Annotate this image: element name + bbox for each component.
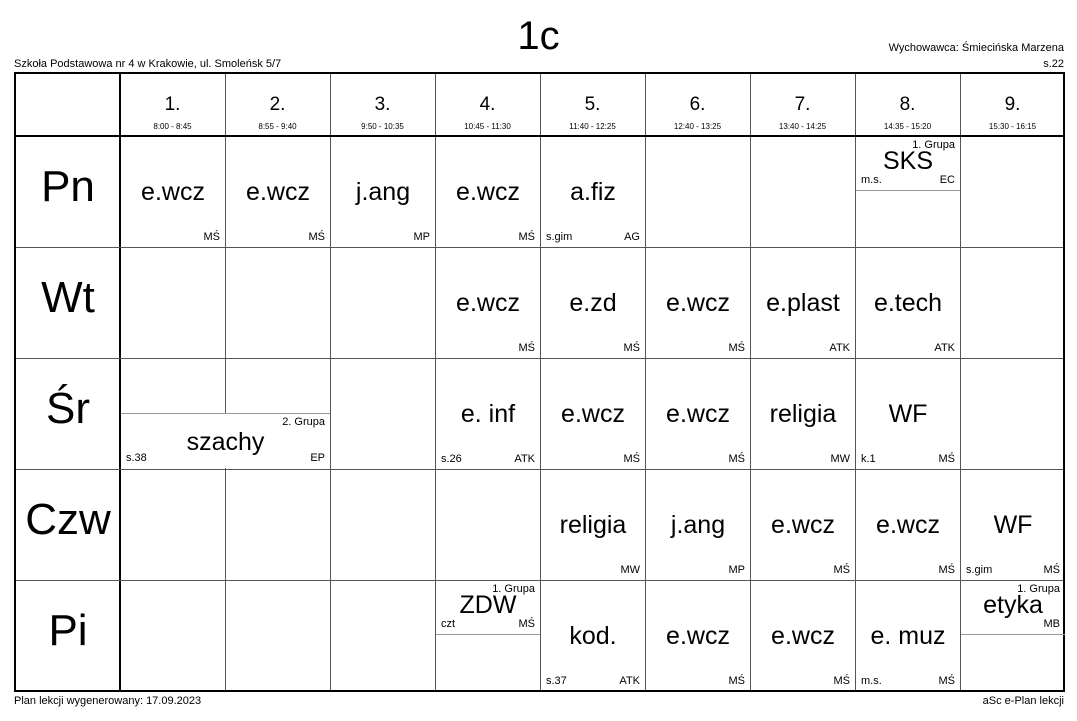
lesson-teacher: MŚ xyxy=(728,675,745,687)
lesson-room: s.26 xyxy=(441,453,462,465)
period-header xyxy=(645,74,750,136)
period-time: 15:30 - 16:15 xyxy=(988,122,1037,131)
lesson-cell[interactable] xyxy=(961,581,1065,635)
lesson-teacher: MŚ xyxy=(623,453,640,465)
lesson-group: 2. Grupa xyxy=(282,416,325,428)
lesson-teacher: MŚ xyxy=(518,231,535,243)
lesson-teacher: ATK xyxy=(514,453,535,465)
lesson-subject: ZDW xyxy=(459,591,517,619)
period-number: 5. xyxy=(584,94,601,115)
lesson-cell[interactable] xyxy=(121,413,330,468)
period-header xyxy=(225,74,330,136)
lesson-cell[interactable] xyxy=(751,359,855,469)
lesson-cell[interactable] xyxy=(856,470,960,580)
lesson-teacher: MP xyxy=(413,231,430,243)
lesson-teacher: MW xyxy=(830,453,850,465)
lesson-subject: szachy xyxy=(186,428,265,456)
lesson-room: k.1 xyxy=(861,453,876,465)
lesson-subject: e.wcz xyxy=(666,622,730,650)
lesson-teacher: MŚ xyxy=(938,564,955,576)
period-number: 7. xyxy=(794,94,811,115)
day-label: Czw xyxy=(25,495,111,544)
period-time: 8:00 - 8:45 xyxy=(153,122,192,131)
lesson-subject: WF xyxy=(993,511,1033,539)
lesson-teacher: MŚ xyxy=(518,342,535,354)
lesson-subject: e.wcz xyxy=(456,178,520,206)
lesson-teacher: MŚ xyxy=(728,453,745,465)
lesson-room: m.s. xyxy=(861,174,882,186)
lesson-cell[interactable] xyxy=(646,470,750,580)
lesson-cell[interactable] xyxy=(436,137,540,247)
lesson-subject: e.wcz xyxy=(456,289,520,317)
lesson-cell[interactable] xyxy=(331,137,435,247)
period-time: 13:40 - 14:25 xyxy=(778,122,827,131)
lesson-subject: e. inf xyxy=(460,400,516,428)
timetable-grid xyxy=(14,72,1065,692)
lesson-teacher: MŚ xyxy=(203,231,220,243)
lesson-subject: religia xyxy=(559,511,627,539)
day-label: Pi xyxy=(48,606,88,655)
lesson-group: 1. Grupa xyxy=(492,583,535,595)
lesson-cell[interactable] xyxy=(646,248,750,358)
lesson-cell[interactable] xyxy=(751,248,855,358)
lesson-cell[interactable] xyxy=(541,470,645,580)
lesson-teacher: ATK xyxy=(829,342,850,354)
lesson-cell[interactable] xyxy=(856,581,960,691)
lesson-subject: e.zd xyxy=(569,289,617,317)
lesson-room: s.37 xyxy=(546,675,567,687)
lesson-room: s.gim xyxy=(546,231,573,243)
lesson-cell[interactable] xyxy=(751,470,855,580)
lesson-room: s.38 xyxy=(126,452,147,464)
lesson-subject: j.ang xyxy=(355,178,411,206)
lesson-subject: e.wcz xyxy=(666,289,730,317)
period-time: 9:50 - 10:35 xyxy=(361,122,404,131)
lesson-subject: religia xyxy=(769,400,837,428)
lesson-teacher: MW xyxy=(620,564,640,576)
lesson-cell[interactable] xyxy=(856,137,960,191)
lesson-cell[interactable] xyxy=(646,581,750,691)
lesson-subject: e.wcz xyxy=(246,178,310,206)
lesson-subject: e.tech xyxy=(873,289,943,317)
lesson-group: 1. Grupa xyxy=(912,139,955,151)
lesson-cell[interactable] xyxy=(751,581,855,691)
lesson-teacher: MŚ xyxy=(728,342,745,354)
period-header xyxy=(855,74,960,136)
lesson-subject: kod. xyxy=(569,622,617,650)
lesson-cell[interactable] xyxy=(226,137,330,247)
class-room: s.22 xyxy=(1043,58,1064,70)
lesson-room: s.gim xyxy=(966,564,993,576)
lesson-subject: a.fiz xyxy=(570,178,616,206)
period-number: 6. xyxy=(689,94,706,115)
period-time: 12:40 - 13:25 xyxy=(673,122,722,131)
lesson-teacher: ATK xyxy=(619,675,640,687)
lesson-cell[interactable] xyxy=(541,581,645,691)
lesson-subject: e.wcz xyxy=(771,511,835,539)
lesson-teacher: MŚ xyxy=(518,618,535,630)
lesson-subject: e. muz xyxy=(870,622,946,650)
period-header xyxy=(960,74,1065,136)
period-number: 4. xyxy=(479,94,496,115)
lesson-subject: SKS xyxy=(882,147,934,175)
lesson-cell[interactable] xyxy=(856,248,960,358)
period-time: 8:55 - 9:40 xyxy=(258,122,297,131)
lesson-teacher: MŚ xyxy=(308,231,325,243)
lesson-cell[interactable] xyxy=(541,359,645,469)
lesson-teacher: EC xyxy=(939,174,955,186)
lesson-teacher: MŚ xyxy=(833,564,850,576)
lesson-teacher: MŚ xyxy=(938,453,955,465)
lesson-group: 1. Grupa xyxy=(1017,583,1060,595)
lesson-subject: e.wcz xyxy=(141,178,205,206)
lesson-teacher: MB xyxy=(1043,618,1060,630)
lesson-cell[interactable] xyxy=(121,137,225,247)
day-label: Wt xyxy=(41,273,95,322)
page-title: 1c xyxy=(517,14,560,58)
lesson-cell[interactable] xyxy=(436,359,540,469)
period-number: 1. xyxy=(164,94,181,115)
period-time: 11:40 - 12:25 xyxy=(569,122,616,131)
lesson-room: m.s. xyxy=(861,675,882,687)
lesson-teacher: AG xyxy=(624,231,640,243)
day-label: Śr xyxy=(46,384,90,433)
lesson-teacher: MP xyxy=(728,564,745,576)
lesson-cell[interactable] xyxy=(436,248,540,358)
lesson-teacher: MŚ xyxy=(833,675,850,687)
period-number: 8. xyxy=(899,94,916,115)
school-name: Szkoła Podstawowa nr 4 w Krakowie, ul. Smoleńsk 5/7 xyxy=(14,58,282,70)
period-number: 3. xyxy=(374,94,391,115)
lesson-subject: etyka xyxy=(983,591,1043,619)
lesson-cell[interactable] xyxy=(856,359,960,469)
lesson-subject: e.wcz xyxy=(561,400,625,428)
generated-note: Plan lekcji wygenerowany: 17.09.2023 xyxy=(14,695,202,707)
lesson-subject: e.wcz xyxy=(771,622,835,650)
lesson-subject: j.ang xyxy=(670,511,726,539)
lesson-subject: e.plast xyxy=(766,289,840,317)
lesson-teacher: MŚ xyxy=(938,675,955,687)
lesson-room: czt xyxy=(441,618,456,630)
day-label: Pn xyxy=(41,162,95,211)
lesson-teacher: ATK xyxy=(934,342,955,354)
lesson-subject: e.wcz xyxy=(876,511,940,539)
period-header xyxy=(120,74,225,136)
lesson-cell[interactable] xyxy=(541,137,645,247)
period-number: 9. xyxy=(1004,94,1021,115)
period-header xyxy=(435,74,540,136)
period-time: 14:35 - 15:20 xyxy=(883,122,932,131)
period-number: 2. xyxy=(269,94,286,115)
lesson-cell[interactable] xyxy=(961,470,1065,580)
lesson-subject: WF xyxy=(888,400,928,428)
lesson-teacher: MŚ xyxy=(623,342,640,354)
lesson-subject: e.wcz xyxy=(666,400,730,428)
lesson-teacher: EP xyxy=(310,452,325,464)
form-teacher: Wychowawca: Śmiecińska Marzena xyxy=(888,42,1064,54)
lesson-cell[interactable] xyxy=(436,581,540,635)
period-time: 10:45 - 11:30 xyxy=(464,122,511,131)
lesson-cell[interactable] xyxy=(646,359,750,469)
lesson-teacher: MŚ xyxy=(1043,564,1060,576)
period-header xyxy=(540,74,645,136)
period-header xyxy=(750,74,855,136)
period-header xyxy=(330,74,435,136)
app-name: aSc e-Plan lekcji xyxy=(982,695,1064,707)
lesson-cell[interactable] xyxy=(541,248,645,358)
